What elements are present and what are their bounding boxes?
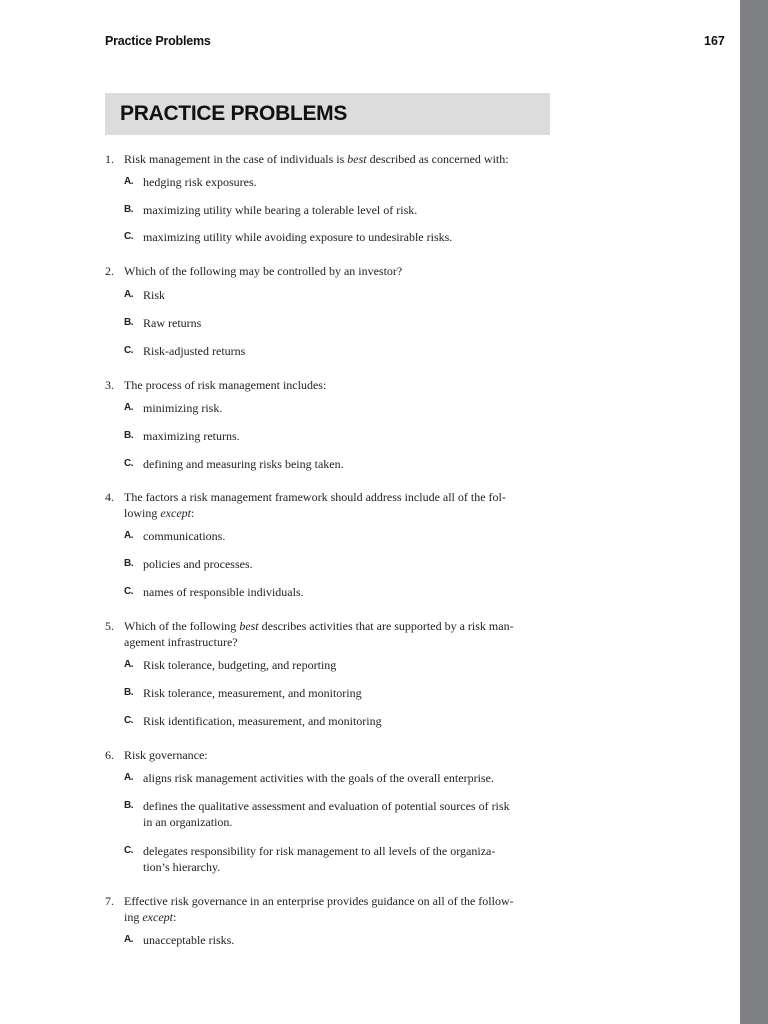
answer-option-a (124, 528, 550, 544)
option-text: hedging risk exposures. (143, 175, 257, 189)
question-number: 2. (105, 264, 114, 278)
answer-option-a (124, 287, 550, 303)
answer-option-b (124, 428, 550, 444)
answer-option-a (124, 770, 550, 786)
option-text: unacceptable risks. (143, 933, 235, 947)
answer-option-b (124, 798, 550, 830)
option-text: Risk-adjusted returns (143, 344, 246, 358)
option-text: policies and processes. (143, 557, 253, 571)
answer-option-b (124, 556, 550, 572)
answer-option-b (124, 202, 550, 218)
question-number: 7. (105, 894, 114, 908)
question-number: 3. (105, 378, 114, 392)
question-text: The process of risk management includes: (124, 378, 327, 392)
option-letter: B. (124, 687, 133, 698)
option-text: defining and measuring risks being taken. (143, 457, 344, 471)
option-letter: A. (124, 289, 133, 300)
option-text: maximizing returns. (143, 429, 240, 443)
option-letter: A. (124, 402, 133, 413)
answer-option-a (124, 657, 550, 673)
running-head: Practice Problems (105, 34, 211, 48)
question-5 (105, 618, 550, 650)
option-text: Risk tolerance, measurement, and monitoring (143, 686, 362, 700)
option-letter: C. (124, 458, 133, 469)
question-6 (105, 747, 550, 763)
question-number: 6. (105, 748, 114, 762)
question-7 (105, 893, 550, 925)
answer-option-a (124, 174, 550, 190)
section-title: PRACTICE PROBLEMS (120, 102, 348, 125)
option-text: aligns risk management activities with the goals of the overall enterprise. (143, 771, 494, 785)
option-letter: A. (124, 934, 133, 945)
option-letter: C. (124, 845, 133, 856)
option-text: Raw returns (143, 316, 202, 330)
answer-option-c (124, 584, 550, 600)
option-text: Risk tolerance, budgeting, and reporting (143, 658, 337, 672)
option-text: minimizing risk. (143, 401, 223, 415)
option-text: delegates responsibility for risk management to all levels of the organiza- tion’s hierarchy. (143, 844, 496, 874)
question-number: 1. (105, 152, 114, 166)
answer-option-c (124, 843, 550, 875)
question-1 (105, 151, 550, 167)
answer-option-a (124, 932, 550, 948)
option-letter: C. (124, 231, 133, 242)
option-text: names of responsible individuals. (143, 585, 304, 599)
question-3 (105, 377, 550, 393)
answer-option-a (124, 400, 550, 416)
option-letter: A. (124, 659, 133, 670)
option-letter: B. (124, 430, 133, 441)
answer-option-b (124, 685, 550, 701)
option-text: maximizing utility while bearing a tolerable level of risk. (143, 203, 418, 217)
option-letter: A. (124, 176, 133, 187)
option-text: maximizing utility while avoiding exposure to undesirable risks. (143, 230, 453, 244)
question-text: Which of the following best describes activities that are supported by a risk man- agement infrastructure? (124, 619, 514, 649)
answer-option-c (124, 343, 550, 359)
question-text: Which of the following may be controlled by an investor? (124, 264, 403, 278)
option-letter: A. (124, 772, 133, 783)
option-text: Risk identification, measurement, and monitoring (143, 714, 382, 728)
option-text: communications. (143, 529, 226, 543)
option-text: Risk (143, 288, 166, 302)
option-letter: B. (124, 800, 133, 811)
option-letter: C. (124, 715, 133, 726)
page-number: 167 (704, 34, 725, 48)
question-text: Risk governance: (124, 748, 208, 762)
question-4 (105, 489, 550, 521)
option-letter: A. (124, 530, 133, 541)
answer-option-c (124, 456, 550, 472)
answer-option-c (124, 229, 550, 245)
question-number: 4. (105, 490, 114, 504)
option-text: defines the qualitative assessment and evaluation of potential sources of risk in an organization. (143, 799, 510, 829)
question-text: Effective risk governance in an enterprise provides guidance on all of the follow- ing except: (124, 894, 514, 924)
question-text: Risk management in the case of individuals is best described as concerned with: (124, 152, 509, 166)
option-letter: C. (124, 586, 133, 597)
option-letter: B. (124, 558, 133, 569)
option-letter: B. (124, 317, 133, 328)
question-2 (105, 263, 550, 279)
option-letter: C. (124, 345, 133, 356)
answer-option-b (124, 315, 550, 331)
option-letter: B. (124, 204, 133, 215)
question-number: 5. (105, 619, 114, 633)
question-text: The factors a risk management framework should address include all of the fol- lowing except: (124, 490, 506, 520)
answer-option-c (124, 713, 550, 729)
